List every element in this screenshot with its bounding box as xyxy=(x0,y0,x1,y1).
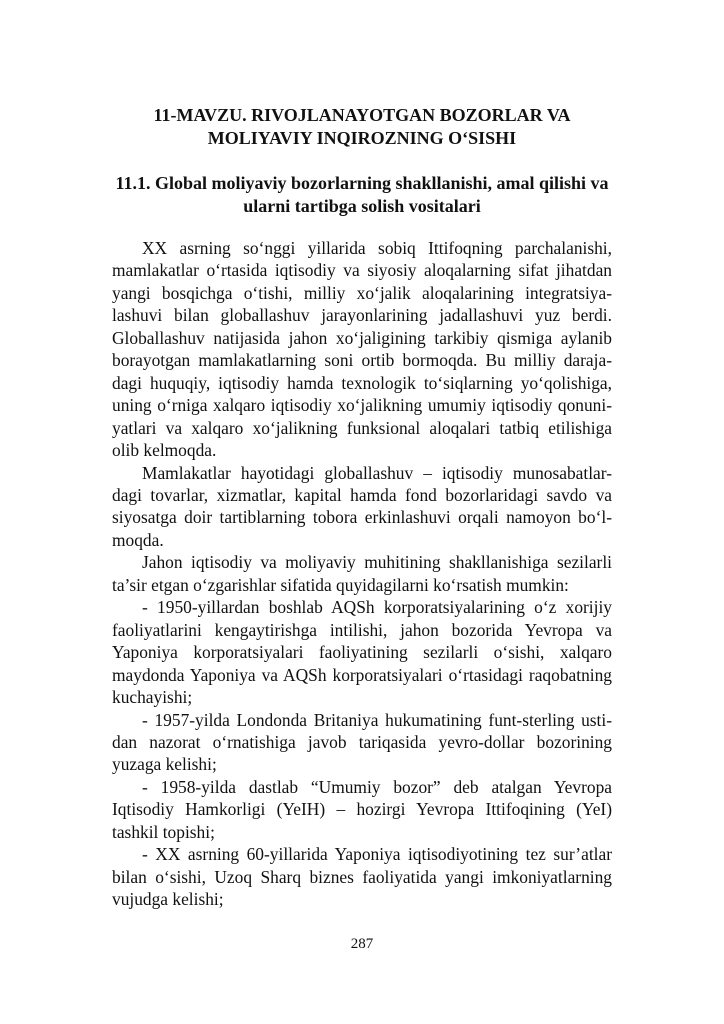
section-title xyxy=(100,172,624,218)
paragraph xyxy=(112,776,612,843)
text-line: faoliyatlarini kengaytirishga intilishi, jahon bozorida Yevropa va xyxy=(112,619,612,640)
text-line: - 1958-yilda dastlab “Umumiy bozor” deb atalgan Yevropa xyxy=(142,776,612,797)
text-line: mamlakatlar o‘rtasida iqtisodiy va siyosiy aloqalarning sifat jihatdan xyxy=(112,260,612,281)
text-line: Iqtisodiy Hamkorligi (YeIH) – hozirgi Yevropa Ittifoqining (YeI) xyxy=(112,799,612,820)
section-title-line: ularni tartibga solish vositalari xyxy=(243,196,481,216)
text-line: Yaponiya korporatsiyalari faoliyatining sezilarli o‘sishi, xalqaro xyxy=(112,642,612,663)
text-line: dan nazorat o‘rnatishiga javob tariqasida yevro-dollar bozorining xyxy=(112,731,612,752)
chapter-title xyxy=(100,104,624,150)
text-line: - 1950-yillardan boshlab AQSh korporatsiyalarining o‘z xorijiy xyxy=(142,597,612,618)
text-line: ta’sir etgan o‘zgarishlar sifatida quyidagilarni ko‘rsatish mumkin: xyxy=(112,574,569,595)
paragraph xyxy=(112,843,612,910)
text-line: - 1957-yilda Londonda Britaniya hukumatining funt-sterling usti- xyxy=(142,709,612,730)
text-line: kuchayishi; xyxy=(112,687,193,708)
text-line: lashuvi bilan globallashuv jarayonlarining jadallashuvi yuz berdi. xyxy=(112,305,612,326)
text-line: - XX asrning 60-yillarida Yaponiya iqtisodiyotining tez sur’atlar xyxy=(142,844,612,865)
text-line: olib kelmoqda. xyxy=(112,440,217,461)
chapter-title-line: 11-MAVZU. RIVOJLANAYOTGAN BOZORLAR VA xyxy=(153,105,571,125)
text-line: siyosatga doir tartiblarning tobora erkinlashuvi orqali namoyon bo‘l- xyxy=(112,507,612,528)
text-line: vujudga kelishi; xyxy=(112,889,224,910)
text-line: uning o‘rniga xalqaro iqtisodiy xo‘jalikning umumiy iqtisodiy qonuni- xyxy=(112,395,612,416)
chapter-title-line: MOLIYAVIY INQIROZNING O‘SISHI xyxy=(207,128,517,148)
text-line: moqda. xyxy=(112,529,164,550)
paragraph xyxy=(112,237,612,462)
body-text xyxy=(112,237,612,911)
section-title-line: 11.1. Global moliyaviy bozorlarning shakllanishi, amal qilishi va xyxy=(115,173,609,193)
paragraph xyxy=(112,462,612,552)
text-line: Globallashuv natijasida jahon xo‘jaligining tarkibiy qismiga aylanib xyxy=(112,327,612,348)
text-line: dagi huquqiy, iqtisodiy hamda texnologik to‘siqlarning yo‘qolishiga, xyxy=(112,372,612,393)
text-line: borayotgan mamlakatlarning soni ortib bormoqda. Bu milliy daraja- xyxy=(112,350,612,371)
text-line: maydonda Yaponiya va AQSh korporatsiyalari o‘rtasidagi raqobatning xyxy=(112,664,612,685)
text-line: XX asrning so‘nggi yillarida sobiq Ittifoqning parchalanishi, xyxy=(142,238,612,258)
text-line: yatlari va xalqaro xo‘jalikning funksional aloqalari tatbiq etilishiga xyxy=(112,417,612,438)
paragraph xyxy=(112,709,612,776)
page-number: 287 xyxy=(350,936,374,952)
text-line: Jahon iqtisodiy va moliyaviy muhitining shakllanishiga sezilarli xyxy=(142,552,612,573)
text-line: yuzaga kelishi; xyxy=(112,754,217,775)
text-line: yangi bosqichga o‘tishi, milliy xo‘jalik aloqalarining integratsiya- xyxy=(112,282,612,303)
text-line: Mamlakatlar hayotidagi globallashuv – iqtisodiy munosabatlar- xyxy=(142,462,612,483)
text-line: dagi tovarlar, xizmatlar, kapital hamda fond bozorlaridagi savdo va xyxy=(112,484,612,505)
text-line: tashkil topishi; xyxy=(112,821,215,842)
text-line: bilan o‘sishi, Uzoq Sharq biznes faoliyatida yangi imkoniyatlarning xyxy=(112,866,612,887)
paragraph xyxy=(112,551,612,596)
paragraph xyxy=(112,596,612,708)
